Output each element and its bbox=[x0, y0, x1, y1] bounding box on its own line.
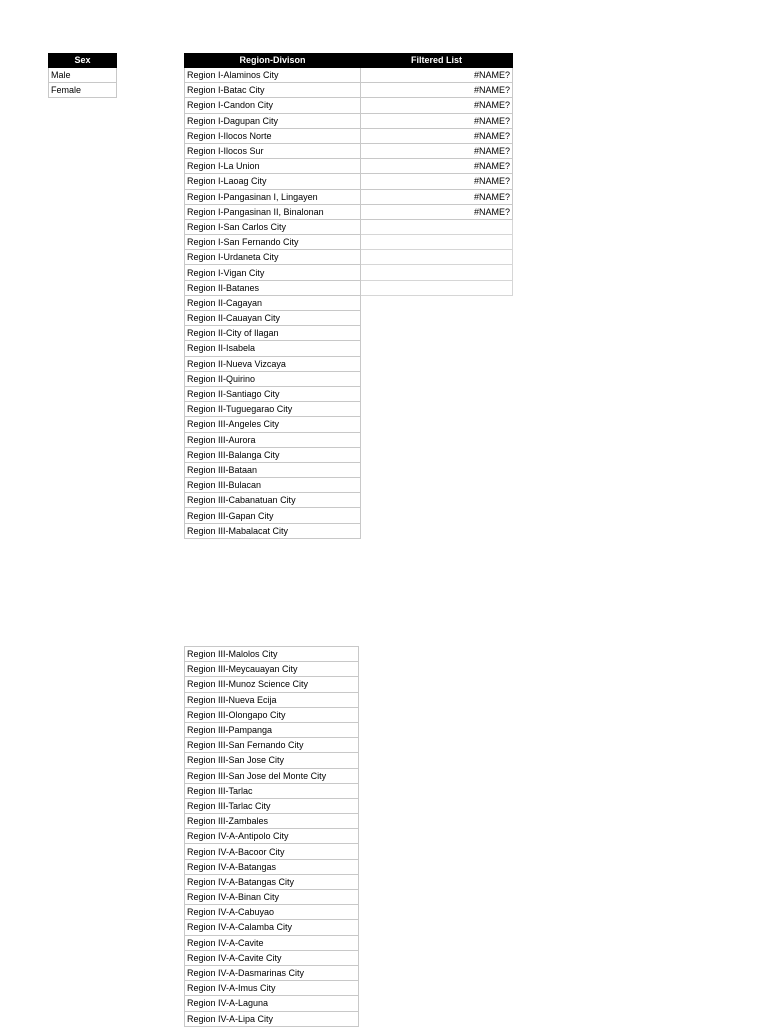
table-row bbox=[185, 935, 359, 950]
region-division-cell[interactable]: Region III-Zambales bbox=[185, 814, 359, 829]
blank-area bbox=[361, 523, 513, 538]
table-row bbox=[185, 174, 513, 189]
region-division-cell[interactable]: Region IV-A-Antipolo City bbox=[185, 829, 359, 844]
blank-area bbox=[361, 311, 513, 326]
table-row bbox=[185, 981, 359, 996]
blank-area bbox=[361, 478, 513, 493]
region-division-cell[interactable]: Region III-Pampanga bbox=[185, 722, 359, 737]
region-division-cell[interactable]: Region III-Angeles City bbox=[185, 417, 361, 432]
region-division-cell[interactable]: Region III-Tarlac City bbox=[185, 798, 359, 813]
filtered-list-cell[interactable]: #NAME? bbox=[361, 204, 513, 219]
blank-area bbox=[361, 432, 513, 447]
table-row bbox=[185, 113, 513, 128]
region-division-cell[interactable]: Region I-Pangasinan I, Lingayen bbox=[185, 189, 361, 204]
blank-area bbox=[361, 341, 513, 356]
region-table-body bbox=[185, 68, 513, 539]
region-division-cell[interactable]: Region III-Cabanatuan City bbox=[185, 493, 361, 508]
table-row bbox=[185, 829, 359, 844]
sex-header-row bbox=[49, 54, 117, 68]
region-division-cell[interactable]: Region II-Batanes bbox=[185, 280, 361, 295]
region-division-cell[interactable]: Region I-Batac City bbox=[185, 83, 361, 98]
region-division-cell[interactable]: Region I-La Union bbox=[185, 159, 361, 174]
table-row bbox=[185, 722, 359, 737]
table-row bbox=[185, 189, 513, 204]
region-division-cell[interactable]: Region III-Bulacan bbox=[185, 478, 361, 493]
table-row bbox=[185, 386, 513, 401]
filtered-list-cell[interactable] bbox=[361, 250, 513, 265]
region-division-cell[interactable]: Region III-Tarlac bbox=[185, 783, 359, 798]
region-division-cell[interactable]: Region IV-A-Cabuyao bbox=[185, 905, 359, 920]
region-division-cell[interactable]: Region III-Gapan City bbox=[185, 508, 361, 523]
table-row bbox=[185, 523, 513, 538]
region-division-cell[interactable]: Region III-Bataan bbox=[185, 462, 361, 477]
filtered-list-cell[interactable] bbox=[361, 265, 513, 280]
table-row bbox=[185, 996, 359, 1011]
table-row bbox=[185, 159, 513, 174]
region-division-cell[interactable]: Region IV-A-Lipa City bbox=[185, 1011, 359, 1026]
region-division-cell[interactable]: Region I-Laoag City bbox=[185, 174, 361, 189]
region-division-cell[interactable]: Region III-San Jose del Monte City bbox=[185, 768, 359, 783]
table-row bbox=[185, 647, 359, 662]
sex-cell[interactable]: Female bbox=[49, 83, 117, 98]
table-row bbox=[185, 783, 359, 798]
region-division-cell[interactable]: Region III-San Fernando City bbox=[185, 738, 359, 753]
region-division-cell[interactable]: Region IV-A-Laguna bbox=[185, 996, 359, 1011]
region-division-cell[interactable]: Region III-Mabalacat City bbox=[185, 523, 361, 538]
region-division-cell[interactable]: Region II-Isabela bbox=[185, 341, 361, 356]
table-row bbox=[185, 356, 513, 371]
blank-area bbox=[361, 386, 513, 401]
region-division-cell[interactable]: Region IV-A-Calamba City bbox=[185, 920, 359, 935]
table-row bbox=[185, 798, 359, 813]
blank-area bbox=[361, 402, 513, 417]
region-division-cell[interactable]: Region I-Urdaneta City bbox=[185, 250, 361, 265]
filtered-list-cell[interactable] bbox=[361, 235, 513, 250]
table-row bbox=[185, 950, 359, 965]
region-division-cell[interactable]: Region I-San Carlos City bbox=[185, 219, 361, 234]
table-row bbox=[185, 738, 359, 753]
filtered-list-cell[interactable] bbox=[361, 280, 513, 295]
region-division-cell[interactable]: Region I-Ilocos Norte bbox=[185, 128, 361, 143]
table-row bbox=[185, 143, 513, 158]
filtered-list-cell[interactable]: #NAME? bbox=[361, 98, 513, 113]
table-row bbox=[185, 753, 359, 768]
table-row bbox=[185, 920, 359, 935]
table-row bbox=[185, 768, 359, 783]
blank-area bbox=[361, 295, 513, 310]
region-division-cell[interactable]: Region IV-A-Bacoor City bbox=[185, 844, 359, 859]
table-row bbox=[185, 447, 513, 462]
table-row bbox=[185, 462, 513, 477]
filtered-list-cell[interactable]: #NAME? bbox=[361, 174, 513, 189]
table-row bbox=[185, 219, 513, 234]
filtered-list-cell[interactable]: #NAME? bbox=[361, 159, 513, 174]
region-division-cell[interactable]: Region IV-A-Batangas bbox=[185, 859, 359, 874]
region-division-cell[interactable]: Region II-Tuguegarao City bbox=[185, 402, 361, 417]
region-division-cell[interactable]: Region III-Munoz Science City bbox=[185, 677, 359, 692]
region-division-cell[interactable]: Region III-Olongapo City bbox=[185, 707, 359, 722]
table-row bbox=[185, 905, 359, 920]
table-row bbox=[185, 417, 513, 432]
region-division-cell[interactable]: Region II-Cauayan City bbox=[185, 311, 361, 326]
region-division-cell[interactable]: Region IV-A-Binan City bbox=[185, 890, 359, 905]
table-row bbox=[185, 478, 513, 493]
region-division-header[interactable]: Region-Divison bbox=[185, 54, 361, 68]
table-row bbox=[185, 280, 513, 295]
filtered-list-cell[interactable]: #NAME? bbox=[361, 128, 513, 143]
region-division-cell[interactable]: Region IV-A-Dasmarinas City bbox=[185, 965, 359, 980]
blank-area bbox=[361, 356, 513, 371]
table-row bbox=[185, 844, 359, 859]
table-row bbox=[185, 83, 513, 98]
filtered-list-header[interactable]: Filtered List bbox=[361, 54, 513, 68]
region-division-table bbox=[184, 53, 513, 539]
region-division-cell[interactable]: Region III-Aurora bbox=[185, 432, 361, 447]
blank-area bbox=[361, 462, 513, 477]
region-table-continued-body bbox=[185, 647, 359, 1027]
region-division-cell[interactable]: Region I-Dagupan City bbox=[185, 113, 361, 128]
table-row bbox=[185, 326, 513, 341]
table-row bbox=[185, 250, 513, 265]
blank-area bbox=[361, 371, 513, 386]
blank-area bbox=[361, 326, 513, 341]
filtered-list-cell[interactable]: #NAME? bbox=[361, 189, 513, 204]
blank-area bbox=[361, 447, 513, 462]
table-row bbox=[185, 402, 513, 417]
table-row bbox=[185, 341, 513, 356]
blank-area bbox=[361, 493, 513, 508]
region-division-cell[interactable]: Region IV-A-Cavite City bbox=[185, 950, 359, 965]
filtered-list-cell[interactable]: #NAME? bbox=[361, 68, 513, 83]
region-division-cell[interactable]: Region I-Pangasinan II, Binalonan bbox=[185, 204, 361, 219]
table-row bbox=[185, 677, 359, 692]
region-division-cell[interactable]: Region I-Vigan City bbox=[185, 265, 361, 280]
region-division-cell[interactable]: Region III-Meycauayan City bbox=[185, 662, 359, 677]
table-row bbox=[185, 662, 359, 677]
table-row bbox=[185, 371, 513, 386]
region-division-table-continued bbox=[184, 646, 359, 1027]
table-row bbox=[185, 295, 513, 310]
region-division-cell[interactable]: Region III-Nueva Ecija bbox=[185, 692, 359, 707]
region-header-row bbox=[185, 54, 513, 68]
blank-area bbox=[361, 417, 513, 432]
region-division-cell[interactable]: Region III-San Jose City bbox=[185, 753, 359, 768]
region-division-cell[interactable]: Region IV-A-Cavite bbox=[185, 935, 359, 950]
table-row bbox=[185, 859, 359, 874]
region-division-cell[interactable]: Region II-Santiago City bbox=[185, 386, 361, 401]
region-division-cell[interactable]: Region III-Balanga City bbox=[185, 447, 361, 462]
region-division-cell[interactable]: Region IV-A-Batangas City bbox=[185, 874, 359, 889]
region-division-cell[interactable]: Region II-Nueva Vizcaya bbox=[185, 356, 361, 371]
table-row bbox=[185, 265, 513, 280]
region-division-cell[interactable]: Region II-Quirino bbox=[185, 371, 361, 386]
region-division-cell[interactable]: Region I-Alaminos City bbox=[185, 68, 361, 83]
blank-area bbox=[361, 508, 513, 523]
table-row bbox=[185, 692, 359, 707]
filtered-list-cell[interactable]: #NAME? bbox=[361, 143, 513, 158]
table-row bbox=[185, 311, 513, 326]
table-row bbox=[185, 890, 359, 905]
table-row bbox=[185, 493, 513, 508]
filtered-list-cell[interactable]: #NAME? bbox=[361, 83, 513, 98]
region-division-cell[interactable]: Region II-City of Ilagan bbox=[185, 326, 361, 341]
table-row bbox=[185, 128, 513, 143]
region-division-cell[interactable]: Region I-Candon City bbox=[185, 98, 361, 113]
region-division-cell[interactable]: Region I-Ilocos Sur bbox=[185, 143, 361, 158]
region-division-cell[interactable]: Region III-Malolos City bbox=[185, 647, 359, 662]
table-row bbox=[185, 68, 513, 83]
table-row bbox=[185, 814, 359, 829]
table-row bbox=[185, 98, 513, 113]
sex-cell[interactable]: Male bbox=[49, 68, 117, 83]
table-row bbox=[49, 83, 117, 98]
table-row bbox=[185, 965, 359, 980]
region-division-cell[interactable]: Region IV-A-Imus City bbox=[185, 981, 359, 996]
table-row bbox=[185, 432, 513, 447]
filtered-list-cell[interactable] bbox=[361, 219, 513, 234]
region-division-cell[interactable]: Region II-Cagayan bbox=[185, 295, 361, 310]
table-row bbox=[185, 204, 513, 219]
sex-header[interactable]: Sex bbox=[49, 54, 117, 68]
table-row bbox=[185, 874, 359, 889]
table-row bbox=[185, 508, 513, 523]
filtered-list-cell[interactable]: #NAME? bbox=[361, 113, 513, 128]
table-row bbox=[185, 235, 513, 250]
table-row bbox=[185, 707, 359, 722]
table-row bbox=[49, 68, 117, 83]
region-division-cell[interactable]: Region I-San Fernando City bbox=[185, 235, 361, 250]
sex-table bbox=[48, 53, 117, 98]
